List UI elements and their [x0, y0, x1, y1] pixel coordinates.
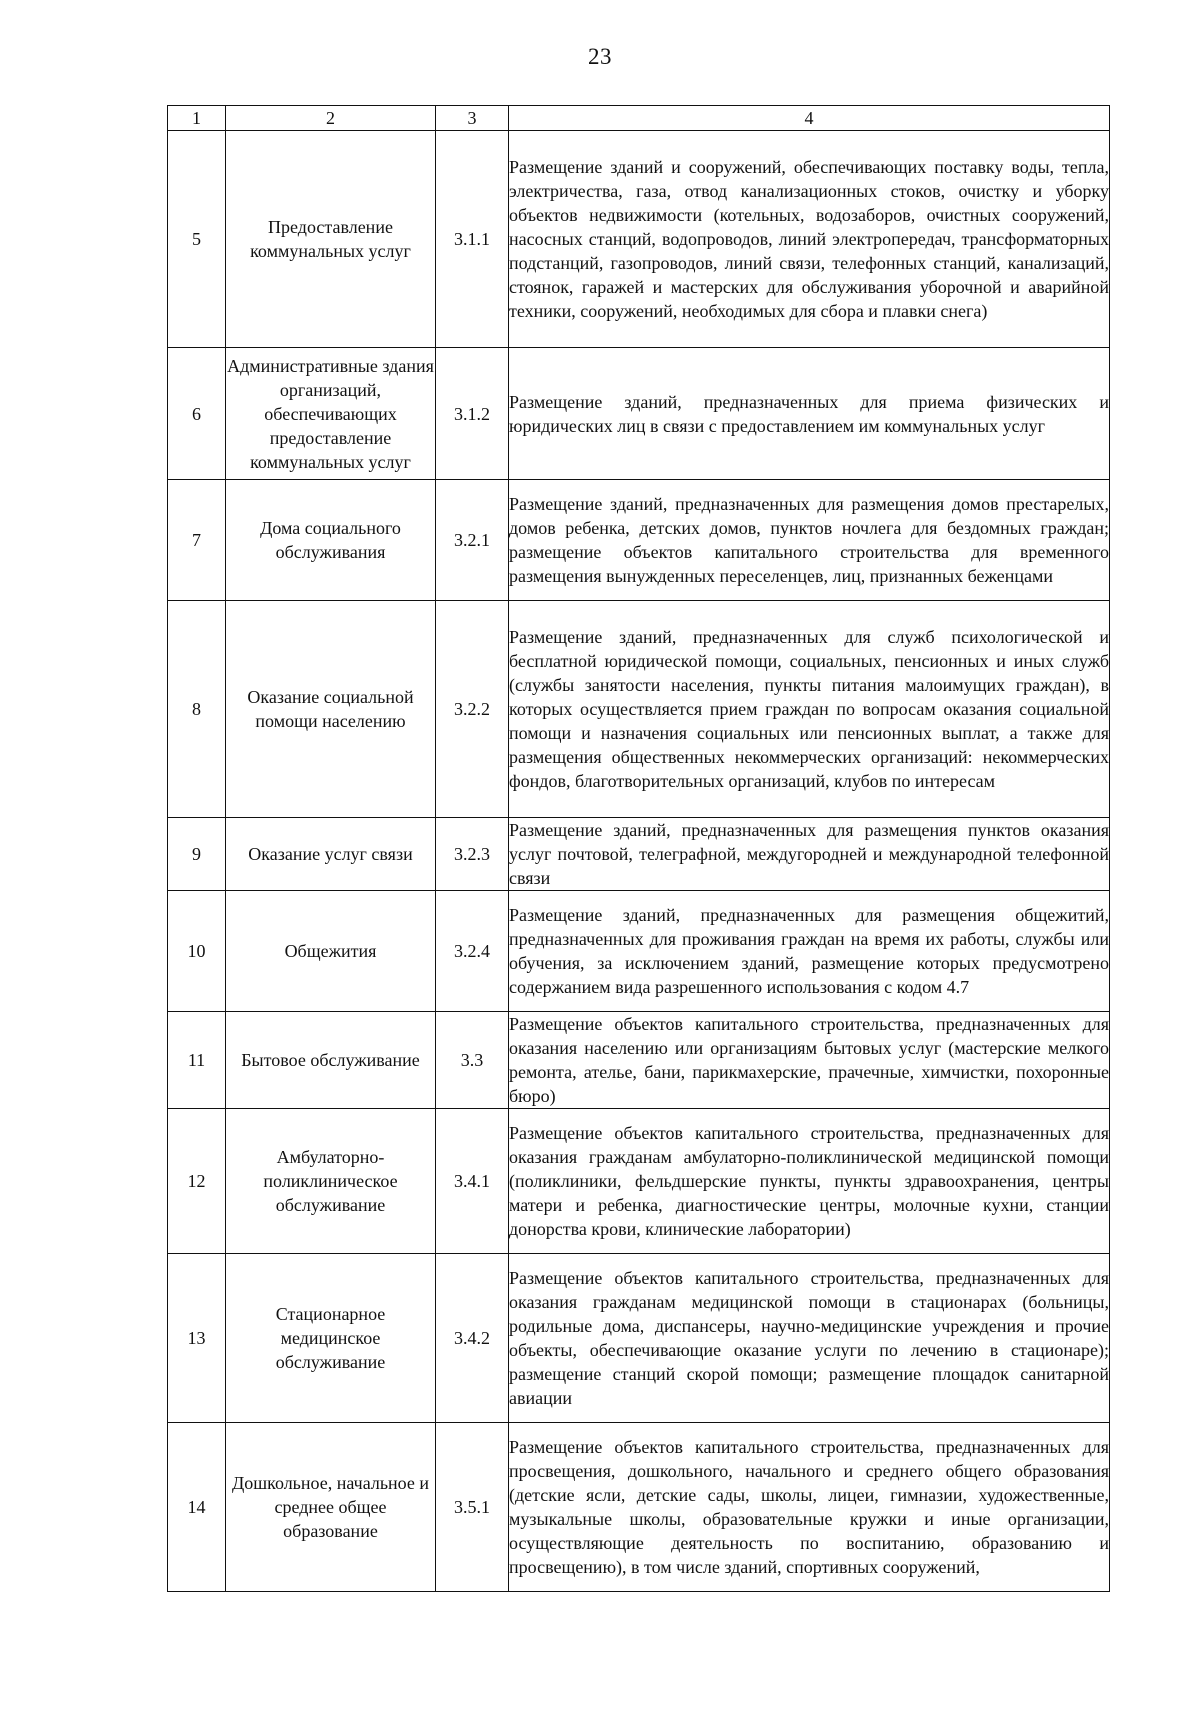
- row-number: 7: [168, 480, 226, 601]
- use-description: Размещение зданий, предназначенных для размещения общежитий, предназначенных для проживания граждан на время их работы, службы или обучения, за исключением зданий, размещение которых предусмотрено содержанием вида разрешенного использования с кодом 4.7: [509, 891, 1110, 1012]
- use-description: Размещение зданий, предназначенных для размещения домов престарелых, домов ребенка, детских домов, пунктов ночлега для бездомных граждан; размещение объектов капитального строительства для временного размещения вынужденных переселенцев, лиц, признанных беженцами: [509, 480, 1110, 601]
- table-row: [168, 480, 1110, 601]
- table-row: [168, 818, 1110, 891]
- table-row: [168, 1423, 1110, 1592]
- use-description: Размещение объектов капитального строительства, предназначенных для оказания гражданам медицинской помощи в стационарах (больницы, родильные дома, диспансеры, научно-медицинские учреждения и прочие объекты, обеспечивающие оказание услуги по лечению в стационаре); размещение станций скорой помощи; размещение площадок санитарной авиации: [509, 1254, 1110, 1423]
- use-code: 3.3: [436, 1012, 509, 1109]
- use-code: 3.1.1: [436, 131, 509, 348]
- table-row: [168, 1254, 1110, 1423]
- row-number: 13: [168, 1254, 226, 1423]
- use-name: Оказание услуг связи: [226, 818, 436, 891]
- use-name: Дома социального обслуживания: [226, 480, 436, 601]
- page-number: 23: [588, 44, 612, 69]
- use-description: Размещение зданий и сооружений, обеспечивающих поставку воды, тепла, электричества, газа, отвод канализационных стоков, очистку и уборку объектов недвижимости (котельных, водозаборов, очистных сооружений, насосных станций, водопроводов, линий электропередач, трансформаторных подстанций, газопроводов, линий связи, телефонных станций, канализаций, стоянок, гаражей и мастерских для обслуживания уборочной и аварийной техники, сооружений, необходимых для сбора и плавки снега): [509, 131, 1110, 348]
- use-code: 3.4.1: [436, 1109, 509, 1254]
- use-name: Административные здания организаций, обеспечивающих предоставление коммунальных услуг: [226, 348, 436, 480]
- use-code: 3.2.2: [436, 601, 509, 818]
- use-code: 3.1.2: [436, 348, 509, 480]
- table-row: [168, 1109, 1110, 1254]
- header-col-1: 1: [168, 106, 226, 131]
- use-name: Бытовое обслуживание: [226, 1012, 436, 1109]
- row-number: 6: [168, 348, 226, 480]
- table-row: [168, 131, 1110, 348]
- use-description: Размещение зданий, предназначенных для служб психологической и бесплатной юридической помощи, социальных, пенсионных и иных служб (службы занятости населения, пункты питания малоимущих граждан), в которых осуществляется прием граждан по вопросам оказания социальной помощи и назначения социальных или пенсионных выплат, а также для размещения общественных некоммерческих организаций: некоммерческих фондов, благотворительных организаций, клубов по интересам: [509, 601, 1110, 818]
- use-code: 3.5.1: [436, 1423, 509, 1592]
- use-name: Дошкольное, начальное и среднее общее образование: [226, 1423, 436, 1592]
- table-row: [168, 891, 1110, 1012]
- use-name: Предоставление коммунальных услуг: [226, 131, 436, 348]
- use-description: Размещение зданий, предназначенных для размещения пунктов оказания услуг почтовой, телеграфной, междугородней и международной телефонной связи: [509, 818, 1110, 891]
- header-row: [168, 106, 1110, 131]
- header-col-2: 2: [226, 106, 436, 131]
- use-code: 3.2.3: [436, 818, 509, 891]
- use-code: 3.2.1: [436, 480, 509, 601]
- use-code: 3.4.2: [436, 1254, 509, 1423]
- row-number: 5: [168, 131, 226, 348]
- header-col-3: 3: [436, 106, 509, 131]
- header-col-4: 4: [509, 106, 1110, 131]
- use-description: Размещение объектов капитального строительства, предназначенных для оказания населению или организациям бытовых услуг (мастерские мелкого ремонта, ателье, бани, парикмахерские, прачечные, химчистки, похоронные бюро): [509, 1012, 1110, 1109]
- table-row: [168, 1012, 1110, 1109]
- use-description: Размещение объектов капитального строительства, предназначенных для оказания гражданам амбулаторно-поликлинической медицинской помощи (поликлиники, фельдшерские пункты, пункты здравоохранения, центры матери и ребенка, диагностические центры, молочные кухни, станции донорства крови, клинические лаборатории): [509, 1109, 1110, 1254]
- use-name: Амбулаторно-поликлиническое обслуживание: [226, 1109, 436, 1254]
- use-description: Размещение объектов капитального строительства, предназначенных для просвещения, дошкольного, начального и среднего общего образования (детские ясли, детские сады, школы, лицеи, гимназии, художественные, музыкальные школы, образовательные кружки и иные организации, осуществляющие деятельность по воспитанию, образованию и просвещению), в том числе зданий, спортивных сооружений,: [509, 1423, 1110, 1592]
- row-number: 9: [168, 818, 226, 891]
- use-description: Размещение зданий, предназначенных для приема физических и юридических лиц в связи с предоставлением им коммунальных услуг: [509, 348, 1110, 480]
- table-row: [168, 601, 1110, 818]
- use-code: 3.2.4: [436, 891, 509, 1012]
- row-number: 11: [168, 1012, 226, 1109]
- land-use-table: [167, 105, 1110, 1592]
- use-name: Оказание социальной помощи населению: [226, 601, 436, 818]
- row-number: 14: [168, 1423, 226, 1592]
- table-row: [168, 348, 1110, 480]
- row-number: 12: [168, 1109, 226, 1254]
- row-number: 8: [168, 601, 226, 818]
- row-number: 10: [168, 891, 226, 1012]
- use-name: Общежития: [226, 891, 436, 1012]
- use-name: Стационарное медицинское обслуживание: [226, 1254, 436, 1423]
